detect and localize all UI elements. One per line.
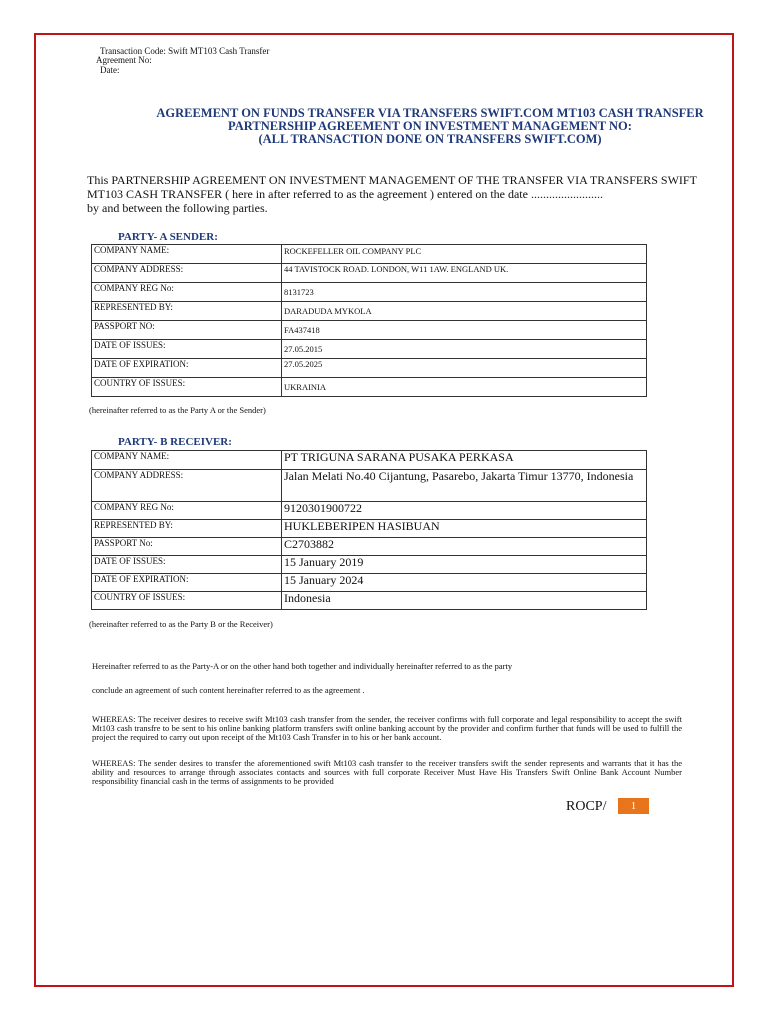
table-row [92,359,647,378]
intro-line-2: MT103 CASH TRANSFER ( here in after referred to as the agreement ) entered on the date ........................ [87,187,603,201]
table-row [92,283,647,302]
party-a-note: (hereinafter referred to as the Party A or the Sender) [89,405,266,415]
party-a-value: FA437418 [282,321,647,340]
party-a-label: COMPANY ADDRESS: [92,264,282,283]
party-a-label: DATE OF EXPIRATION: [92,359,282,378]
party-a-label: COMPANY REG No: [92,283,282,302]
title-line-1: AGREEMENT ON FUNDS TRANSFER VIA TRANSFERS SWIFT.COM MT103 CASH TRANSFER [156,106,704,120]
party-b-label: COMPANY ADDRESS: [92,470,282,502]
table-row [92,538,647,556]
party-b-value: C2703882 [282,538,647,556]
agreement-no: Agreement No: [96,55,152,65]
intro-line-3: by and between the following parties. [87,201,268,215]
party-a-value: ROCKEFELLER OIL COMPANY PLC [282,245,647,264]
party-b-value: 15 January 2019 [282,556,647,574]
table-row [92,574,647,592]
agreement-date: Date: [100,65,120,75]
party-b-value: 9120301900722 [282,502,647,520]
party-b-value: Indonesia [282,592,647,610]
party-a-value: 8131723 [282,283,647,302]
paragraph-2: conclude an agreement of such content hereinafter referred to as the agreement . [92,685,365,695]
party-a-label: REPRESENTED BY: [92,302,282,321]
party-b-label: DATE OF EXPIRATION: [92,574,282,592]
party-b-label: COMPANY REG No: [92,502,282,520]
paragraph-1: Hereinafter referred to as the Party-A or on the other hand both together and individually hereinafter referred to as the party [92,661,513,671]
party-b-value: HUKLEBERIPEN HASIBUAN [282,520,647,538]
rocp-label: ROCP/ [566,799,607,814]
table-row [92,451,647,470]
transaction-code: Transaction Code: Swift MT103 Cash Transfer [100,46,270,56]
title-line-2: PARTNERSHIP AGREEMENT ON INVESTMENT MANAGEMENT NO: [228,119,632,133]
party-a-label: PASSPORT NO: [92,321,282,340]
party-a-label: DATE OF ISSUES: [92,340,282,359]
table-row [92,556,647,574]
party-a-table [91,244,647,397]
intro-line-1: This PARTNERSHIP AGREEMENT ON INVESTMENT MANAGEMENT OF THE TRANSFER VIA TRANSFERS SWIFT [87,173,697,187]
party-b-label: COMPANY NAME: [92,451,282,470]
party-a-label: COMPANY NAME: [92,245,282,264]
table-row [92,302,647,321]
party-a-label: COUNTRY OF ISSUES: [92,378,282,397]
party-a-value: 27.05.2025 [282,359,647,378]
table-row [92,321,647,340]
party-b-heading: PARTY- B RECEIVER: [118,436,232,448]
party-b-note: (hereinafter referred to as the Party B or the Receiver) [89,619,273,629]
table-row [92,245,647,264]
table-row [92,264,647,283]
title-line-3: (ALL TRANSACTION DONE ON TRANSFERS SWIFT.COM) [258,132,602,146]
table-row [92,520,647,538]
party-b-label: DATE OF ISSUES: [92,556,282,574]
party-b-table [91,450,647,610]
table-row [92,470,647,502]
party-a-value: 27.05.2015 [282,340,647,359]
party-a-heading: PARTY- A SENDER: [118,231,218,243]
party-b-label: PASSPORT No: [92,538,282,556]
party-a-value: DARADUDA MYKOLA [282,302,647,321]
whereas-2: WHEREAS: The sender desires to transfer the aforementioned swift Mt103 cash transfer to the receiver transfers swift the sender represents and warrants that it has the ability and resources to arrange through associates contacts and sources with full corporate Receiver Must Have His Transfers Swift Online Bank Account Number responsibility financial cash in the terms of assignments to be provided [92,758,682,786]
party-a-value: 44 TAVISTOCK ROAD. LONDON, W11 1AW. ENGLAND UK. [282,264,647,283]
table-row [92,502,647,520]
table-row [92,592,647,610]
party-b-label: REPRESENTED BY: [92,520,282,538]
party-a-value: UKRAINIA [282,378,647,397]
party-b-value: PT TRIGUNA SARANA PUSAKA PERKASA [282,451,647,470]
table-row [92,340,647,359]
whereas-1: WHEREAS: The receiver desires to receive swift Mt103 cash transfer from the sender, the receiver confirms with full corporate and legal responsibility to accept the swift Mt103 cash transfre to be sent to his online banking platform transfers swift online banking account by the provider and confirm further that funds will be used to fulfill the project the required to carry out upon receipt of the Mt103 Cash Transfer in to his or her bank account. [92,714,682,742]
party-b-value: 15 January 2024 [282,574,647,592]
table-row [92,378,647,397]
page-number-badge: 1 [618,798,649,814]
party-b-value: Jalan Melati No.40 Cijantung, Pasarebo, Jakarta Timur 13770, Indonesia [282,470,647,502]
party-b-label: COUNTRY OF ISSUES: [92,592,282,610]
